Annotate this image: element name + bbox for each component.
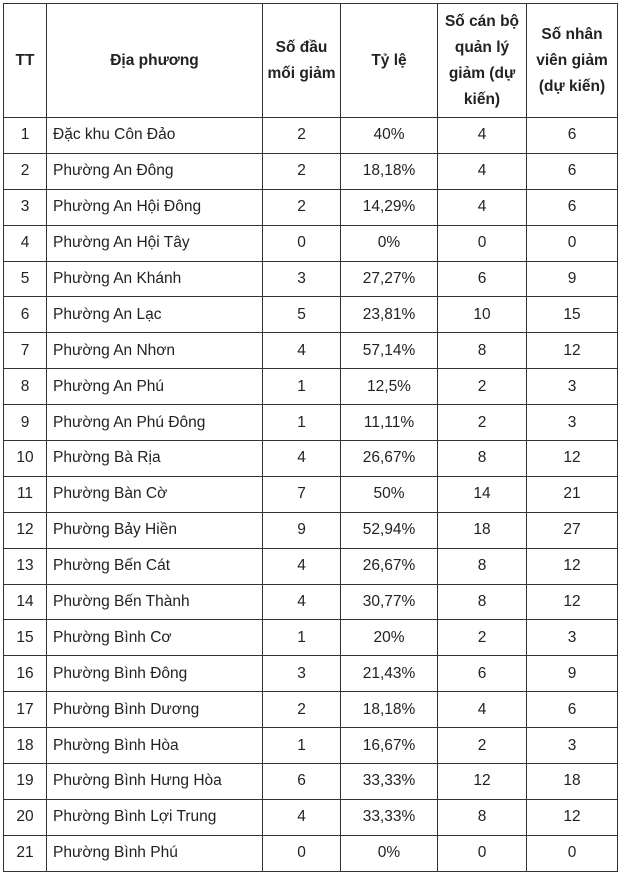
cell-tt: 17 — [4, 692, 47, 728]
cell-staff: 18 — [527, 764, 618, 800]
cell-ratio: 33,33% — [341, 764, 438, 800]
table-row — [4, 512, 618, 548]
cell-ratio: 23,81% — [341, 297, 438, 333]
cell-name: Phường An Hội Tây — [47, 225, 263, 261]
cell-units: 1 — [263, 369, 341, 405]
table-row — [4, 548, 618, 584]
header-ratio: Tỷ lệ — [341, 4, 438, 118]
cell-tt: 3 — [4, 189, 47, 225]
cell-managers: 2 — [438, 369, 527, 405]
cell-managers: 10 — [438, 297, 527, 333]
cell-managers: 2 — [438, 405, 527, 441]
cell-tt: 18 — [4, 728, 47, 764]
cell-units: 2 — [263, 118, 341, 154]
cell-managers: 2 — [438, 728, 527, 764]
cell-staff: 21 — [527, 476, 618, 512]
cell-name: Phường An Hội Đông — [47, 189, 263, 225]
cell-name: Phường Bàn Cờ — [47, 476, 263, 512]
cell-staff: 6 — [527, 118, 618, 154]
cell-managers: 8 — [438, 548, 527, 584]
cell-managers: 4 — [438, 153, 527, 189]
cell-staff: 15 — [527, 297, 618, 333]
cell-ratio: 27,27% — [341, 261, 438, 297]
cell-units: 4 — [263, 799, 341, 835]
cell-managers: 0 — [438, 835, 527, 871]
table-row — [4, 189, 618, 225]
cell-staff: 0 — [527, 225, 618, 261]
table-row — [4, 728, 618, 764]
cell-tt: 20 — [4, 799, 47, 835]
cell-managers: 12 — [438, 764, 527, 800]
cell-ratio: 26,67% — [341, 441, 438, 477]
cell-units: 0 — [263, 835, 341, 871]
cell-name: Phường Bình Dương — [47, 692, 263, 728]
header-row — [4, 4, 618, 118]
cell-units: 4 — [263, 333, 341, 369]
cell-name: Phường An Lạc — [47, 297, 263, 333]
cell-staff: 6 — [527, 692, 618, 728]
cell-name: Phường An Đông — [47, 153, 263, 189]
cell-ratio: 18,18% — [341, 153, 438, 189]
cell-managers: 4 — [438, 118, 527, 154]
cell-ratio: 0% — [341, 225, 438, 261]
cell-name: Phường Bà Rịa — [47, 441, 263, 477]
reduction-table — [3, 3, 618, 872]
table-row — [4, 441, 618, 477]
cell-staff: 12 — [527, 333, 618, 369]
cell-tt: 13 — [4, 548, 47, 584]
cell-managers: 4 — [438, 692, 527, 728]
header-staff: Số nhân viên giảm (dự kiến) — [527, 4, 618, 118]
table-row — [4, 584, 618, 620]
cell-tt: 1 — [4, 118, 47, 154]
cell-ratio: 40% — [341, 118, 438, 154]
cell-ratio: 33,33% — [341, 799, 438, 835]
cell-managers: 0 — [438, 225, 527, 261]
cell-units: 1 — [263, 620, 341, 656]
cell-staff: 3 — [527, 728, 618, 764]
cell-managers: 8 — [438, 333, 527, 369]
table-body — [4, 118, 618, 872]
cell-units: 4 — [263, 441, 341, 477]
cell-managers: 8 — [438, 799, 527, 835]
cell-ratio: 52,94% — [341, 512, 438, 548]
table-row — [4, 153, 618, 189]
table-row — [4, 369, 618, 405]
cell-tt: 8 — [4, 369, 47, 405]
cell-units: 4 — [263, 584, 341, 620]
cell-name: Phường An Phú Đông — [47, 405, 263, 441]
cell-units: 7 — [263, 476, 341, 512]
cell-tt: 21 — [4, 835, 47, 871]
cell-name: Phường An Nhơn — [47, 333, 263, 369]
cell-managers: 6 — [438, 261, 527, 297]
table-row — [4, 692, 618, 728]
table-row — [4, 333, 618, 369]
cell-name: Phường Bình Hòa — [47, 728, 263, 764]
cell-staff: 9 — [527, 261, 618, 297]
cell-name: Phường Bến Cát — [47, 548, 263, 584]
cell-ratio: 21,43% — [341, 656, 438, 692]
cell-units: 1 — [263, 405, 341, 441]
cell-managers: 18 — [438, 512, 527, 548]
cell-name: Phường Bình Phú — [47, 835, 263, 871]
cell-units: 2 — [263, 692, 341, 728]
cell-tt: 10 — [4, 441, 47, 477]
cell-staff: 12 — [527, 548, 618, 584]
cell-ratio: 18,18% — [341, 692, 438, 728]
cell-units: 0 — [263, 225, 341, 261]
cell-staff: 12 — [527, 584, 618, 620]
cell-staff: 6 — [527, 153, 618, 189]
cell-staff: 3 — [527, 620, 618, 656]
cell-name: Phường Bình Đông — [47, 656, 263, 692]
cell-name: Phường Bình Lợi Trung — [47, 799, 263, 835]
cell-units: 1 — [263, 728, 341, 764]
table-row — [4, 297, 618, 333]
cell-staff: 12 — [527, 799, 618, 835]
table-row — [4, 799, 618, 835]
table-row — [4, 656, 618, 692]
cell-units: 4 — [263, 548, 341, 584]
table-row — [4, 405, 618, 441]
cell-tt: 9 — [4, 405, 47, 441]
cell-tt: 12 — [4, 512, 47, 548]
cell-tt: 5 — [4, 261, 47, 297]
cell-staff: 12 — [527, 441, 618, 477]
cell-tt: 15 — [4, 620, 47, 656]
cell-tt: 14 — [4, 584, 47, 620]
cell-name: Phường An Khánh — [47, 261, 263, 297]
cell-units: 3 — [263, 261, 341, 297]
cell-ratio: 11,11% — [341, 405, 438, 441]
table-row — [4, 620, 618, 656]
cell-units: 9 — [263, 512, 341, 548]
cell-name: Phường Bến Thành — [47, 584, 263, 620]
cell-tt: 6 — [4, 297, 47, 333]
header-tt: TT — [4, 4, 47, 118]
cell-units: 6 — [263, 764, 341, 800]
cell-ratio: 14,29% — [341, 189, 438, 225]
cell-units: 5 — [263, 297, 341, 333]
cell-ratio: 50% — [341, 476, 438, 512]
header-name: Địa phương — [47, 4, 263, 118]
cell-tt: 4 — [4, 225, 47, 261]
cell-managers: 6 — [438, 656, 527, 692]
cell-staff: 9 — [527, 656, 618, 692]
cell-ratio: 16,67% — [341, 728, 438, 764]
cell-name: Phường Bảy Hiền — [47, 512, 263, 548]
cell-ratio: 30,77% — [341, 584, 438, 620]
cell-tt: 19 — [4, 764, 47, 800]
header-units: Số đầu mối giảm — [263, 4, 341, 118]
cell-name: Phường Bình Hưng Hòa — [47, 764, 263, 800]
table-row — [4, 835, 618, 871]
header-managers: Số cán bộ quản lý giảm (dự kiến) — [438, 4, 527, 118]
table-row — [4, 225, 618, 261]
cell-staff: 0 — [527, 835, 618, 871]
cell-staff: 3 — [527, 405, 618, 441]
cell-name: Phường Bình Cơ — [47, 620, 263, 656]
cell-managers: 8 — [438, 441, 527, 477]
cell-staff: 6 — [527, 189, 618, 225]
cell-units: 2 — [263, 189, 341, 225]
cell-managers: 2 — [438, 620, 527, 656]
table-row — [4, 118, 618, 154]
cell-tt: 7 — [4, 333, 47, 369]
table-row — [4, 764, 618, 800]
cell-ratio: 26,67% — [341, 548, 438, 584]
cell-units: 3 — [263, 656, 341, 692]
cell-ratio: 57,14% — [341, 333, 438, 369]
cell-tt: 11 — [4, 476, 47, 512]
cell-name: Đặc khu Côn Đảo — [47, 118, 263, 154]
cell-tt: 2 — [4, 153, 47, 189]
cell-managers: 8 — [438, 584, 527, 620]
table-row — [4, 476, 618, 512]
cell-ratio: 20% — [341, 620, 438, 656]
table-row — [4, 261, 618, 297]
cell-managers: 4 — [438, 189, 527, 225]
cell-managers: 14 — [438, 476, 527, 512]
cell-ratio: 12,5% — [341, 369, 438, 405]
cell-units: 2 — [263, 153, 341, 189]
cell-ratio: 0% — [341, 835, 438, 871]
cell-staff: 27 — [527, 512, 618, 548]
cell-name: Phường An Phú — [47, 369, 263, 405]
cell-tt: 16 — [4, 656, 47, 692]
cell-staff: 3 — [527, 369, 618, 405]
